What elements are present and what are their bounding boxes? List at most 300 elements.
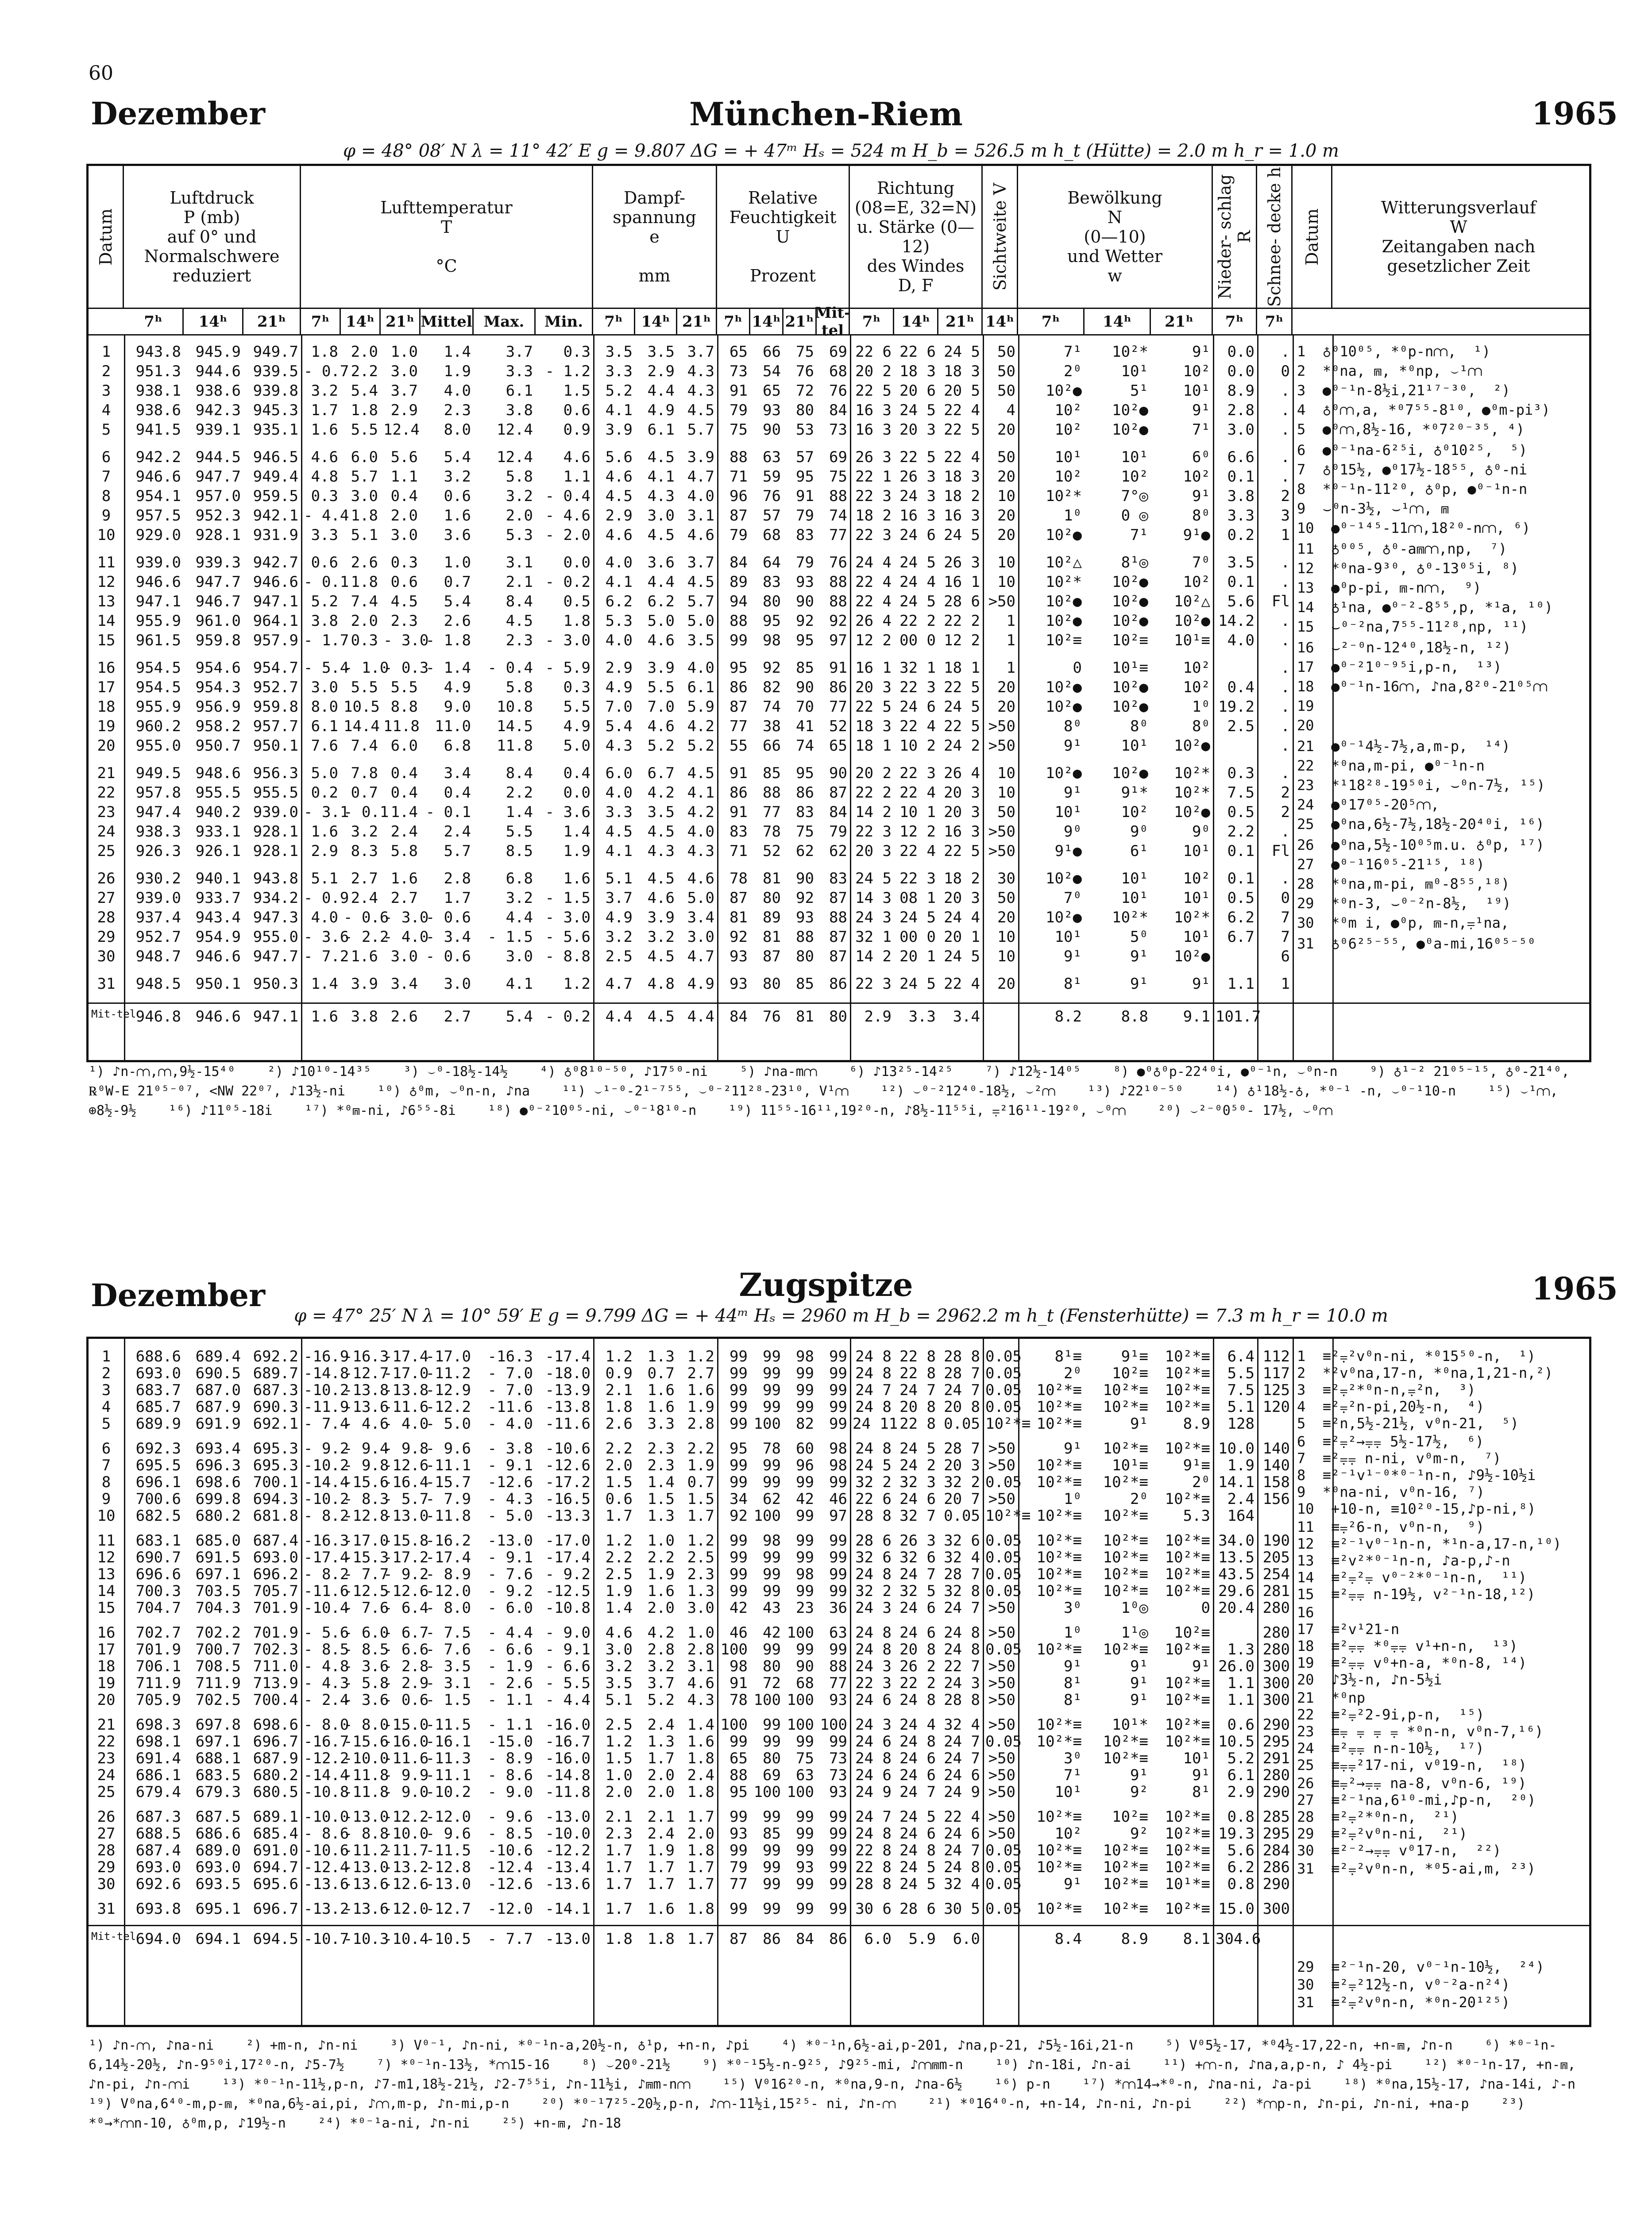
munich-cell: 22 2 (899, 612, 936, 630)
zugspitze-cell: 1.7 (605, 1507, 633, 1525)
zugspitze-cell: -13.4 (545, 1858, 591, 1876)
zugspitze-cell: 99 (763, 1381, 781, 1399)
zugspitze-cell: -12.2 (545, 1842, 591, 1859)
zugspitze-cell: 688.1 (195, 1750, 241, 1767)
zugspitze-cell: - 9.2 (383, 1565, 429, 1583)
munich-cell: 20 (997, 507, 1015, 524)
zugspitze-cell: 10²≡ (1174, 1624, 1210, 1642)
zugspitze-cell: 2.4 (647, 1716, 675, 1734)
munich-cell: 93 (796, 909, 814, 926)
zugspitze-cell: -11.2 (425, 1365, 471, 1382)
munich-cell: 939.3 (195, 554, 241, 571)
zugspitze-cell: 32 6 (899, 1549, 936, 1566)
munich-cell: - 1.8 (425, 632, 471, 649)
munich-cell: 22 3 (855, 975, 892, 993)
munich-cell: 942.3 (195, 401, 241, 419)
zugspitze-cell: -17.4 (545, 1348, 591, 1365)
munich-cell: 8¹ (1064, 975, 1082, 993)
munich-cell: 947.7 (195, 468, 241, 486)
column-rule (1018, 1339, 1019, 2025)
munich-cell: 4.2 (687, 717, 714, 735)
munich-cell: 6.8 (444, 737, 471, 755)
zugspitze-cell: 0.05 (944, 1507, 980, 1525)
munich-cell: 80 (796, 401, 814, 419)
munich-cell: 959.8 (195, 632, 241, 649)
zugspitze-cell: 697.8 (195, 1716, 241, 1734)
zugspitze-cell: 697.1 (195, 1565, 241, 1583)
munich-cell: 7.4 (351, 593, 378, 610)
munich-cell: 5.7 (687, 593, 714, 610)
munich-cell: 6.1 (311, 717, 338, 735)
munich-cell: 934.2 (253, 889, 298, 907)
munich-cell: 938.3 (135, 823, 181, 840)
zugspitze-weather-line: 1 ≡²⩦²v⁰n-ni, *⁰15⁵⁰-n, ¹) (1297, 1348, 1536, 1365)
zugspitze-weather-line: 22 ≡²⩦²2-9i,p-n, ¹⁵) (1297, 1706, 1485, 1723)
zugspitze-cell: 2.4 (687, 1766, 714, 1784)
zugspitze-cell: 24 8 (855, 1398, 892, 1416)
zugspitze-cell: 10²*≡ (1103, 1532, 1148, 1550)
zugspitze-cell: 1.7 (647, 1875, 675, 1893)
zugspitze-cell: - 4.4 (487, 1624, 533, 1642)
zugspitze-cell: 84 (796, 1930, 814, 1948)
munich-cell: 20 3 (944, 889, 980, 907)
munich-cell: 2 (101, 362, 111, 380)
munich-header-pressure: Luftdruck P (mb) auf 0° und Normalschwere reduziert (124, 166, 301, 308)
munich-cell: 939.8 (253, 382, 298, 400)
munich-cell: 9¹ (1192, 343, 1210, 361)
zugspitze-cell: 695.3 (253, 1457, 298, 1474)
zugspitze-cell: -16.0 (383, 1733, 429, 1750)
munich-cell: 1.8 (311, 343, 338, 361)
zugspitze-cell: -11.5 (425, 1716, 471, 1734)
munich-cell: 83 (829, 870, 847, 887)
munich-cell: 947.7 (195, 573, 241, 591)
zugspitze-cell: -13.6 (344, 1398, 389, 1416)
munich-cell: 10² (1183, 870, 1210, 887)
zugspitze-cell: 99 (829, 1842, 847, 1859)
munich-cell: - 3.0 (545, 909, 591, 926)
zugspitze-cell: 90 (796, 1658, 814, 1675)
munich-cell: 0.3 (390, 554, 418, 571)
munich-cell: 943.8 (253, 870, 298, 887)
munich-cell: 90 (796, 679, 814, 696)
munich-cell: 954.6 (195, 659, 241, 677)
munich-cell: 16 3 (944, 507, 980, 524)
munich-cell: 20 (997, 679, 1015, 696)
munich-cell: 4.6 (605, 526, 633, 544)
zugspitze-weather-extra: 30 ≡²⩦²12½-n, v⁰⁻²a-n²⁴) (1297, 1976, 1510, 1993)
munich-cell: 14.4 (344, 717, 380, 735)
munich-cell: 9¹ (1064, 784, 1082, 802)
munich-cell: 5.6 (605, 448, 633, 466)
zugspitze-cell: 11 (97, 1532, 116, 1550)
zugspitze-cell: 1.3 (647, 1733, 675, 1750)
zugspitze-cell: 1.9 (687, 1398, 714, 1416)
zugspitze-cell: 300 (1262, 1674, 1290, 1692)
munich-cell: 1 (1006, 612, 1015, 630)
munich-cell: 18 1 (944, 659, 980, 677)
zugspitze-cell: 24 7 (944, 1599, 980, 1617)
munich-cell: 2.0 (390, 507, 418, 524)
zugspitze-cell: -12.0 (487, 1900, 533, 1918)
zugspitze-cell: 24 5 (899, 1440, 936, 1457)
zugspitze-cell: -17.0 (344, 1532, 389, 1550)
munich-cell: 940.1 (195, 870, 241, 887)
munich-cell: 957.9 (253, 632, 298, 649)
munich-cell: 4.2 (687, 803, 714, 821)
zugspitze-cell: 10²*≡ (1165, 1858, 1210, 1876)
munich-cell: 9¹● (1054, 842, 1082, 860)
munich-cell: 939.0 (135, 554, 181, 571)
munich-cell: 89 (730, 573, 748, 591)
munich-cell: 3.3 (605, 803, 633, 821)
zugspitze-cell: 10²*≡ (1165, 1348, 1210, 1365)
munich-cell: 6 (101, 448, 111, 466)
zugspitze-cell: 22 6 (855, 1490, 892, 1508)
munich-cell: 6.2 (647, 593, 675, 610)
munich-body (89, 334, 1589, 1060)
munich-cell: 6.8 (506, 870, 533, 887)
munich-cell: 945.3 (253, 401, 298, 419)
munich-cell: 3.8 (351, 1008, 378, 1026)
zugspitze-cell: -11.6 (487, 1398, 533, 1416)
zugspitze-cell: 99 (796, 1875, 814, 1893)
munich-cell: 935.1 (253, 421, 298, 439)
munich-cell: 4.1 (647, 468, 675, 486)
zugspitze-cell: 1.1 (1227, 1674, 1254, 1692)
zugspitze-cell: 4.6 (605, 1624, 633, 1642)
munich-weather-line: 16 ⌣²⁻⁰n-12⁴⁰,18½-n, ¹²) (1297, 639, 1511, 656)
zugspitze-cell: 23 (796, 1599, 814, 1617)
munich-cell: 952.7 (135, 928, 181, 946)
zugspitze-weather-line: 16 (1297, 1604, 1314, 1621)
munich-cell: 2.3 (506, 632, 533, 649)
zugspitze-cell: 88 (829, 1658, 847, 1675)
zugspitze-cell: 696.2 (253, 1565, 298, 1583)
munich-cell: 95 (730, 659, 748, 677)
zugspitze-cell: - 9.8 (344, 1457, 389, 1474)
munich-cell: 31 (97, 975, 116, 993)
zugspitze-cell: 692.2 (253, 1348, 298, 1365)
zugspitze-cell: 10²*≡ (1165, 1691, 1210, 1709)
zugspitze-cell: - 7.5 (425, 1624, 471, 1642)
munich-cell: 1.8 (351, 507, 378, 524)
munich-cell: . (1281, 573, 1290, 591)
munich-cell: 10¹ (1121, 737, 1148, 755)
zugspitze-cell: 0.8 (1227, 1808, 1254, 1826)
zugspitze-cell: 1 (101, 1348, 111, 1365)
zugspitze-cell: 18 (97, 1658, 116, 1675)
munich-cell: 5.2 (605, 382, 633, 400)
munich-cell: 18 2 (855, 507, 892, 524)
munich-cell: 20 (997, 698, 1015, 716)
zugspitze-cell: 99 (829, 1473, 847, 1491)
munich-cell: 3.0 (390, 362, 418, 380)
zugspitze-weather-line: 9 *⁰na-ni, v⁰n-16, ⁷) (1297, 1484, 1485, 1500)
zugspitze-cell: -12.4 (304, 1858, 349, 1876)
zugspitze-cell: 24 5 (899, 1858, 936, 1876)
zugspitze-cell: -11.1 (425, 1457, 471, 1474)
munich-cell: 1.1 (563, 468, 591, 486)
munich-cell: 3.3 (1227, 507, 1254, 524)
munich-cell: 24 4 (944, 909, 980, 926)
munich-cell: 77 (730, 717, 748, 735)
zugspitze-weather-line: 8 ≡²⁻¹v¹⁻⁰*⁰⁻¹n-n, ♪9½-10½i (1297, 1467, 1536, 1484)
zugspitze-cell: 28 8 (944, 1348, 980, 1365)
zugspitze-cell: -10.0 (545, 1825, 591, 1843)
munich-cell: 1.9 (563, 842, 591, 860)
zugspitze-cell: 10²*≡ (1103, 1900, 1148, 1918)
munich-cell: 947.3 (253, 909, 298, 926)
munich-cell: 4.5 (647, 823, 675, 840)
zugspitze-cell: 99 (763, 1733, 781, 1750)
munich-cell: . (1281, 717, 1290, 735)
munich-cell: - 3.6 (545, 803, 591, 821)
munich-cell: 5.8 (506, 468, 533, 486)
munich-cell: 85 (796, 975, 814, 993)
munich-cell: . (1281, 870, 1290, 887)
zugspitze-cell: 687.5 (195, 1808, 241, 1826)
zugspitze-cell: 99 (730, 1842, 748, 1859)
munich-cell: 26 4 (855, 612, 892, 630)
munich-cell: 87 (730, 507, 748, 524)
munich-cell: 22 6 (899, 343, 936, 361)
munich-cell: 69 (829, 343, 847, 361)
column-rule (1213, 334, 1214, 1060)
zugspitze-cell: 8.4 (1054, 1930, 1082, 1948)
munich-cell: 5.8 (390, 842, 418, 860)
munich-subheader-cell: 14ʰ (184, 308, 243, 334)
zugspitze-cell: 695.3 (253, 1440, 298, 1457)
zugspitze-cell: 30 (97, 1875, 116, 1893)
zugspitze-cell: 79 (730, 1858, 748, 1876)
zugspitze-cell: - 1.1 (487, 1691, 533, 1709)
zugspitze-cell: - 9.8 (383, 1440, 429, 1457)
zugspitze-cell: 10²*≡ (1036, 1900, 1082, 1918)
munich-cell: 4.5 (605, 487, 633, 505)
munich-cell: 95 (796, 632, 814, 649)
zugspitze-cell: 24 6 (899, 1624, 936, 1642)
munich-cell: 22 4 (899, 784, 936, 802)
zugspitze-cell: 5.1 (1227, 1398, 1254, 1416)
zugspitze-cell: 10²*≡ (1103, 1733, 1148, 1750)
munich-cell: 16 1 (855, 659, 892, 677)
zugspitze-cell: 286 (1262, 1858, 1290, 1876)
munich-header-precip: Nieder- schlag R (1213, 166, 1257, 308)
zugspitze-cell: 29.6 (1218, 1582, 1254, 1600)
zugspitze-cell: 78 (730, 1691, 748, 1709)
munich-cell: 0.4 (563, 764, 591, 782)
munich-cell: - 8.8 (545, 948, 591, 965)
munich-cell: 2.6 (390, 1008, 418, 1026)
zugspitze-cell: 24 6 (855, 1691, 892, 1709)
munich-cell: 4.7 (687, 948, 714, 965)
munich-cell: 81 (763, 928, 781, 946)
zugspitze-cell: 32 8 (944, 1582, 980, 1600)
zugspitze-cell: -16.5 (545, 1490, 591, 1508)
munich-cell: 4.3 (687, 362, 714, 380)
zugspitze-cell: 695.1 (195, 1900, 241, 1918)
munich-cell: 4.0 (605, 784, 633, 802)
zugspitze-cell: 24 7 (899, 1783, 936, 1801)
zugspitze-cell: 24 8 (855, 1641, 892, 1658)
munich-cell: 66 (763, 343, 781, 361)
munich-cell: 74 (763, 698, 781, 716)
zugspitze-cell: 10²*≡ (1165, 1825, 1210, 1843)
munich-cell: 71 (730, 468, 748, 486)
munich-cell: 76 (763, 1008, 781, 1026)
zugspitze-cell: - 2.9 (383, 1674, 429, 1692)
zugspitze-cell: 28 7 (944, 1440, 980, 1457)
zugspitze-cell: 2.6 (605, 1415, 633, 1433)
munich-cell: - 1.4 (425, 659, 471, 677)
zugspitze-cell: 100 (753, 1691, 781, 1709)
zugspitze-cell: -11.5 (425, 1842, 471, 1859)
zugspitze-cell: -14.4 (304, 1473, 349, 1491)
zugspitze-cell: 100 (787, 1624, 814, 1642)
zugspitze-cell: 24 8 (855, 1624, 892, 1642)
munich-cell: 8.4 (506, 764, 533, 782)
zugspitze-cell: 696.7 (253, 1900, 298, 1918)
zugspitze-cell: -17.4 (545, 1549, 591, 1566)
zugspitze-cell: 25 (97, 1783, 116, 1801)
zugspitze-cell: 20 3 (944, 1457, 980, 1474)
zugspitze-cell: 5 (101, 1415, 111, 1433)
munich-cell: 20 (997, 526, 1015, 544)
zugspitze-cell: -12.6 (383, 1457, 429, 1474)
munich-cell: 956.9 (195, 698, 241, 716)
munich-cell: 0.1 (1227, 573, 1254, 591)
munich-cell: 0.6 (563, 401, 591, 419)
zugspitze-cell: -15.7 (425, 1473, 471, 1491)
munich-cell (1216, 659, 1254, 679)
zugspitze-cell: 99 (796, 1507, 814, 1525)
munich-cell: 86 (796, 784, 814, 802)
zugspitze-cell: - 0.6 (383, 1691, 429, 1709)
munich-cell: 2.0 (351, 343, 378, 361)
munich-cell: 10²● (1174, 737, 1210, 755)
zugspitze-cell: >50 (988, 1825, 1015, 1843)
zugspitze-cell: -11.8 (344, 1766, 389, 1784)
zugspitze-cell: 24 6 (899, 1750, 936, 1767)
munich-cell: 944.6 (195, 362, 241, 380)
zugspitze-cell: 689.1 (253, 1808, 298, 1826)
munich-cell: 3.1 (687, 507, 714, 524)
munich-cell: 5.2 (647, 737, 675, 755)
munich-cell: 928.1 (253, 842, 298, 860)
zugspitze-cell: - 8.2 (304, 1507, 349, 1525)
munich-cell: 29 (97, 928, 116, 946)
zugspitze-cell: 10²*≡ (1165, 1490, 1210, 1508)
munich-cell: 26 4 (944, 764, 980, 782)
munich-cell: . (1281, 421, 1290, 439)
zugspitze-cell: 99 (730, 1348, 748, 1365)
zugspitze-cell: 690.7 (135, 1549, 181, 1566)
munich-cell: 3.4 (953, 1008, 980, 1026)
zugspitze-cell: 26.0 (1218, 1658, 1254, 1675)
munich-cell: 14 2 (855, 948, 892, 965)
zugspitze-weather-line: 13 ≡²v²*⁰⁻¹n-n, ♪a-p,♪-n (1297, 1552, 1510, 1569)
zugspitze-cell: 1.7 (647, 1750, 675, 1767)
munich-cell: 4.9 (687, 975, 714, 993)
zugspitze-cell: 99 (796, 1381, 814, 1399)
munich-cell: 3.2 (311, 382, 338, 400)
zugspitze-cell: 1.4 (647, 1473, 675, 1491)
munich-cell: 0.1 (1227, 870, 1254, 887)
zugspitze-cell: 8¹ (1064, 1674, 1082, 1692)
munich-cell: 6.2 (605, 593, 633, 610)
zugspitze-cell: -11.6 (383, 1398, 429, 1416)
munich-cell: 4.6 (647, 632, 675, 649)
munich-cell: 930.2 (135, 870, 181, 887)
munich-cell: 24 5 (899, 909, 936, 926)
munich-cell: 0.7 (444, 573, 471, 591)
zugspitze-cell: 24 8 (855, 1348, 892, 1365)
zugspitze-cell: 24 7 (944, 1381, 980, 1399)
munich-cell: 4.0 (444, 382, 471, 400)
munich-cell: 2.9 (864, 1008, 892, 1026)
munich-subheader-cell: 21ʰ (784, 308, 817, 334)
zugspitze-cell: 99 (829, 1381, 847, 1399)
zugspitze-cell: 34 (730, 1490, 748, 1508)
munich-subheader (89, 304, 1589, 339)
zugspitze-cell: 99 (763, 1900, 781, 1918)
munich-cell: 1.1 (1227, 975, 1254, 993)
munich-cell: 954.5 (135, 679, 181, 696)
munich-cell: >50 (988, 823, 1015, 840)
zugspitze-cell: -11.8 (545, 1783, 591, 1801)
zugspitze-cell: 10²*≡ (1103, 1641, 1148, 1658)
munich-cell: 948.7 (135, 948, 181, 965)
munich-cell: 10 (997, 554, 1015, 571)
zugspitze-cell: 100 (787, 1783, 814, 1801)
munich-cell: 10² (1054, 401, 1082, 419)
munich-cell: 956.3 (253, 764, 298, 782)
munich-cell: 9⁰ (1130, 823, 1148, 840)
munich-cell: 22 5 (944, 421, 980, 439)
munich-cell: 4.0 (687, 487, 714, 505)
munich-cell: 946.6 (195, 1008, 241, 1026)
zugspitze-cell: -12.2 (383, 1808, 429, 1826)
munich-cell: 10¹ (1183, 928, 1210, 946)
munich-cell: 946.6 (135, 468, 181, 486)
zugspitze-cell: 24 7 (944, 1750, 980, 1767)
munich-subheader-cell: 7ʰ (1018, 308, 1085, 334)
munich-cell (985, 1008, 1015, 1027)
zugspitze-cell: - 9.9 (383, 1766, 429, 1784)
munich-cell: 4.9 (605, 909, 633, 926)
zugspitze-cell: 22 8 (899, 1415, 936, 1433)
zugspitze-cell: 10²*≡ (1036, 1842, 1082, 1859)
munich-subheader-cell: 7ʰ (717, 308, 750, 334)
munich-header-weather: Witterungsverlauf W Zeitangaben nach gesetzlicher Zeit (1381, 198, 1536, 276)
munich-cell: 15 (97, 632, 116, 649)
zugspitze-cell: 290 (1262, 1716, 1290, 1734)
zugspitze-cell: -10.6 (545, 1440, 591, 1457)
zugspitze-cell: 696.3 (195, 1457, 241, 1474)
munich-cell: 75 (796, 823, 814, 840)
munich-cell: 10²≡ (1112, 632, 1148, 649)
munich-cell: 6.0 (390, 737, 418, 755)
munich-cell: 8.5 (506, 842, 533, 860)
munich-cell: 4.7 (605, 975, 633, 993)
munich-cell: 10 (997, 784, 1015, 802)
munich-cell: 88 (763, 784, 781, 802)
zugspitze-weather-line: 12 ≡²⁻¹v⁰⁻¹n-n, *¹n-a,17-n,¹⁰) (1297, 1535, 1562, 1552)
zugspitze-cell: 99 (730, 1381, 748, 1399)
munich-cell: 4.1 (605, 842, 633, 860)
zugspitze-cell: 99 (763, 1457, 781, 1474)
